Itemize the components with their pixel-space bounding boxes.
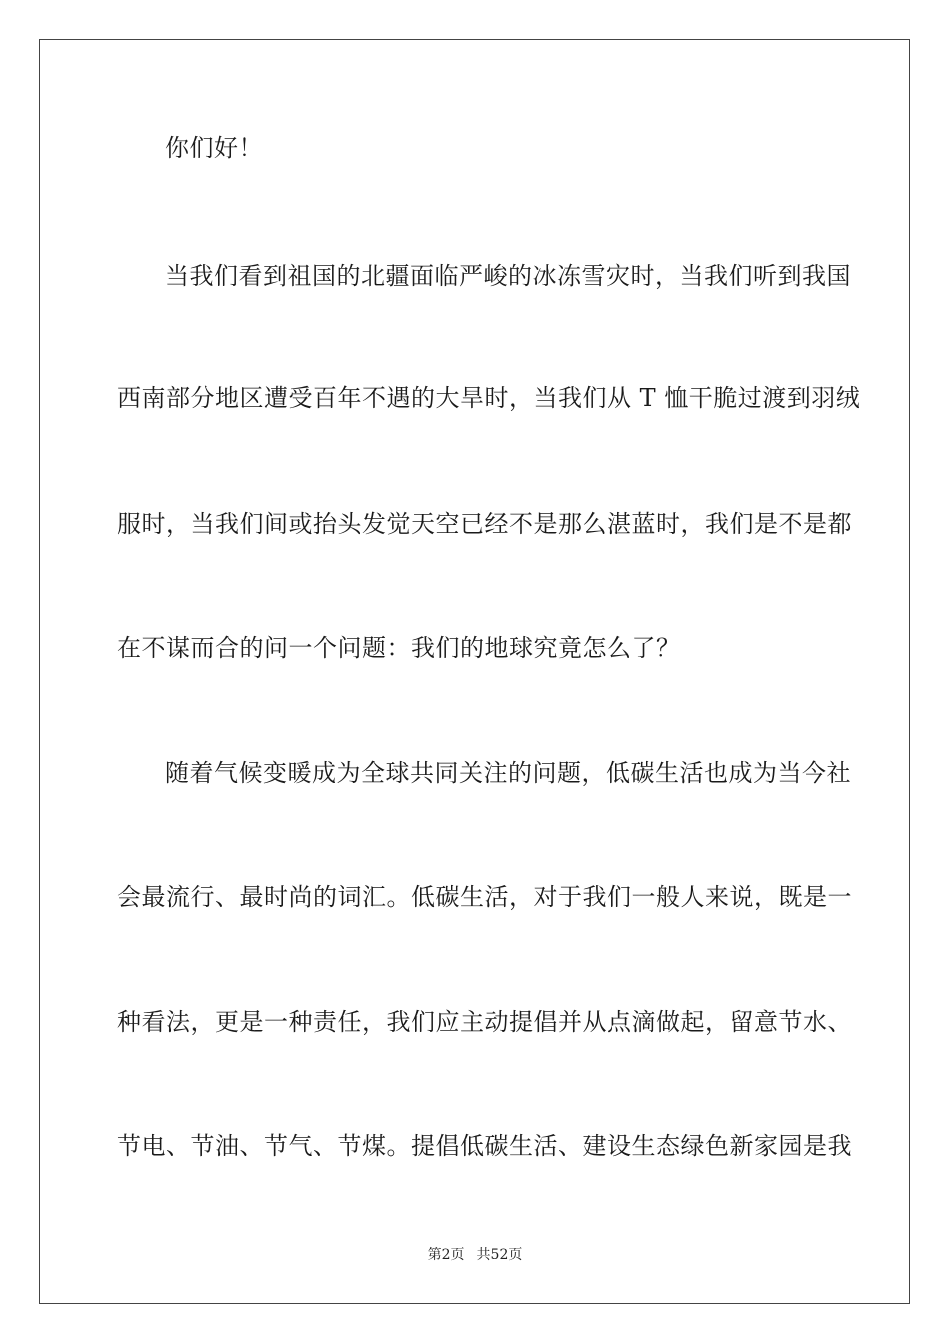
page-footer <box>0 1246 950 1264</box>
page-number-total: 共52页 <box>476 1247 523 1263</box>
page-border <box>39 39 910 1304</box>
paragraph-2-line-4: 节电、节油、节气、节煤。提倡低碳生活、建设生态绿色新家园是我 <box>117 1132 852 1160</box>
paragraph-1-line-3: 服时，当我们间或抬头发觉天空已经不是那么湛蓝时，我们是不是都 <box>117 510 852 538</box>
paragraph-1-line-4: 在不谋而合的问一个问题：我们的地球究竟怎么了？ <box>117 634 681 662</box>
paragraph-2-line-3: 种看法，更是一种责任，我们应主动提倡并从点滴做起，留意节水、 <box>117 1008 852 1036</box>
paragraph-2-line-1: 随着气候变暖成为全球共同关注的问题，低碳生活也成为当今社 <box>165 759 851 787</box>
paragraph-1-line-1: 当我们看到祖国的北疆面临严峻的冰冻雪灾时，当我们听到我国 <box>165 262 851 290</box>
paragraph-1-line-2: 西南部分地区遭受百年不遇的大旱时，当我们从 T 恤干脆过渡到羽绒 <box>117 384 861 412</box>
paragraph-2-line-2: 会最流行、最时尚的词汇。低碳生活，对于我们一般人来说，既是一 <box>117 883 852 911</box>
page-number-current: 第2页 <box>427 1247 465 1263</box>
greeting-line: 你们好！ <box>165 134 263 162</box>
